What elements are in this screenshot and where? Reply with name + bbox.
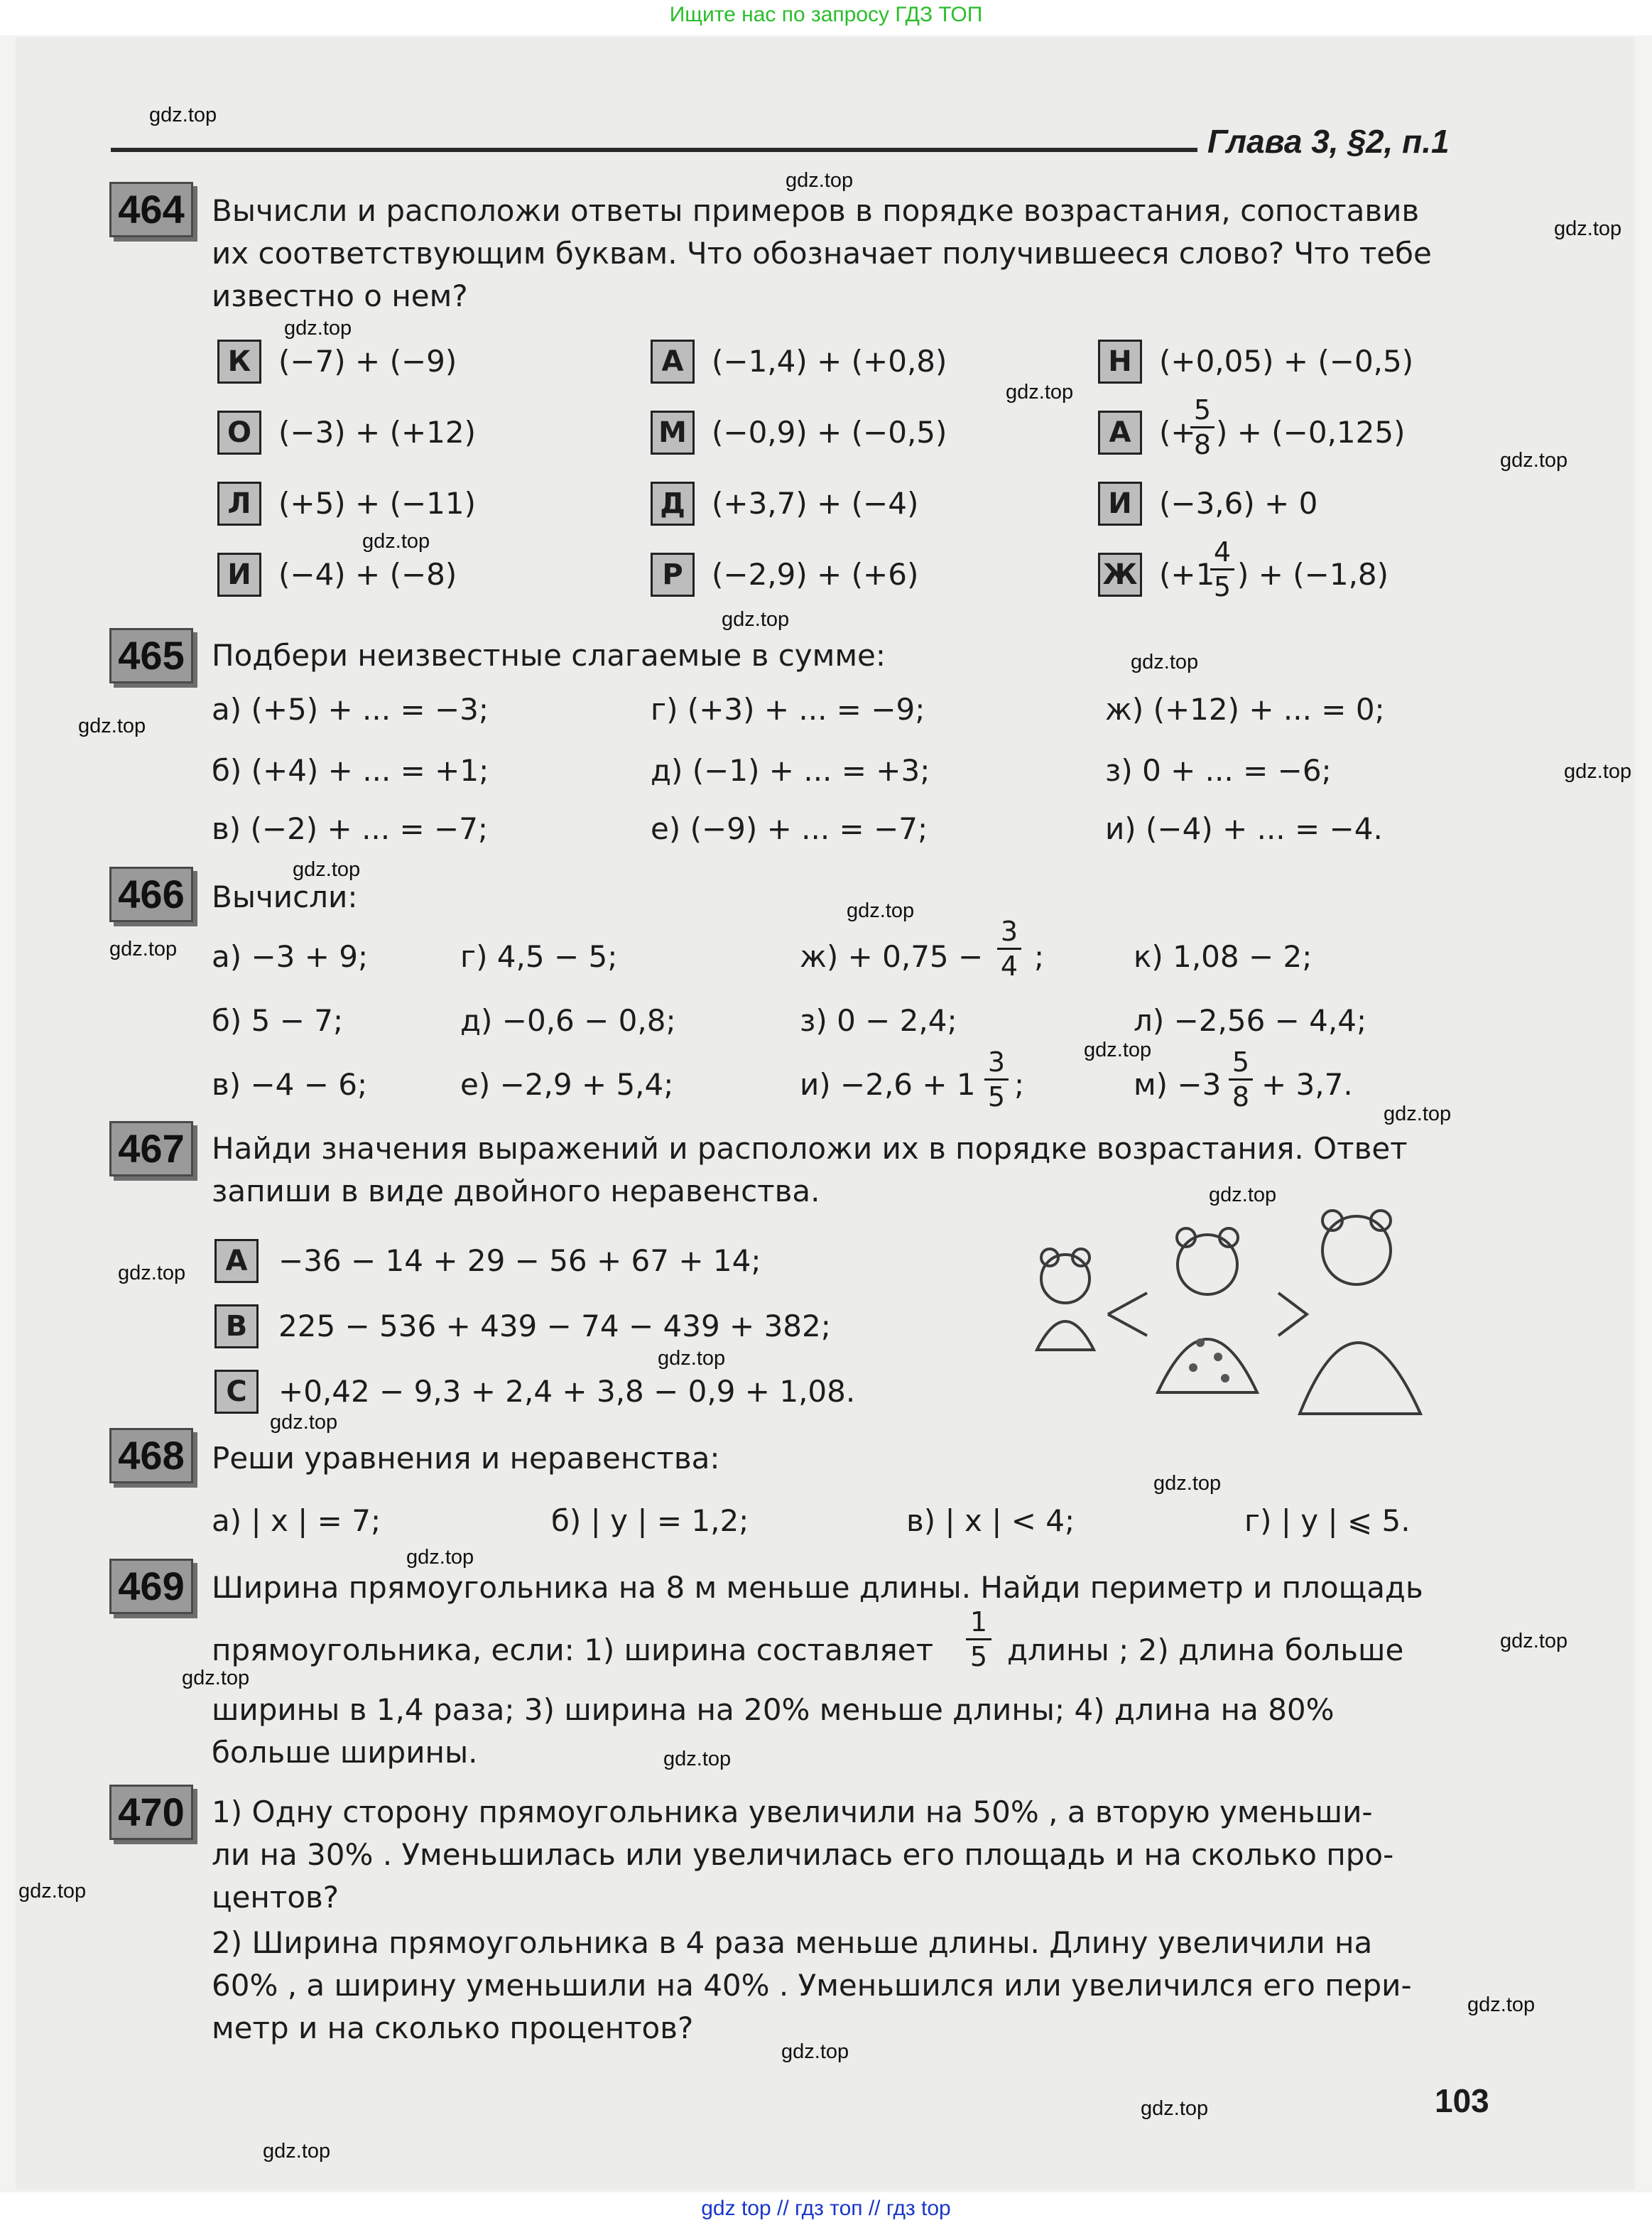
- watermark: gdz.top: [270, 1411, 338, 1434]
- letter-box: A: [214, 1239, 259, 1283]
- sub-item: ж) + 0,75 −: [800, 939, 984, 974]
- fraction: 3 5: [984, 1047, 1009, 1112]
- sub-item: ж) (+12) + ... = 0;: [1105, 692, 1385, 727]
- expression: (+0,05) + (−0,5): [1159, 344, 1414, 379]
- exercise-number: 464: [109, 182, 193, 237]
- watermark: gdz.top: [182, 1667, 250, 1689]
- top-search-link[interactable]: Ищите нас по запросу ГДЗ ТОП: [669, 3, 983, 26]
- watermark: gdz.top: [118, 1262, 186, 1284]
- expression: (+: [1159, 415, 1196, 450]
- exercise-text: больше ширины.: [212, 1735, 478, 1770]
- sub-item: л) −2,56 − 4,4;: [1134, 1003, 1367, 1038]
- letter-box: И: [1098, 482, 1142, 526]
- fraction: 3 4: [997, 916, 1021, 981]
- bottom-links[interactable]: gdz top // гдз топ // гдз top: [701, 2197, 951, 2220]
- exercise-text: их соответствующим буквам. Что обозначает получившееся слово? Что тебе: [212, 236, 1432, 271]
- exercise-text: длины ; 2) длина больше: [1007, 1633, 1404, 1667]
- exercise-text: 1) Одну сторону прямоугольника увеличили на 50% , а вторую уменьши-: [212, 1795, 1373, 1829]
- header-rule: [111, 148, 1197, 152]
- watermark: gdz.top: [406, 1546, 474, 1569]
- watermark: gdz.top: [1006, 381, 1074, 404]
- sub-item: г) 4,5 − 5;: [460, 939, 618, 974]
- exercise-text: ширины в 1,4 раза; 3) ширина на 20% меньше длины; 4) длина на 80%: [212, 1692, 1335, 1727]
- watermark: gdz.top: [1554, 217, 1622, 240]
- exercise-text: центов?: [212, 1880, 339, 1915]
- sub-item: ;: [1014, 1067, 1025, 1102]
- fraction: 1 5: [966, 1607, 991, 1672]
- letter-box: Р: [651, 553, 695, 597]
- expression: (−1,4) + (+0,8): [712, 344, 947, 379]
- expression: −36 − 14 + 29 − 56 + 67 + 14;: [278, 1243, 761, 1278]
- chapter-title: Глава 3, §2, п.1: [1207, 123, 1450, 160]
- expression: (−7) + (−9): [278, 344, 457, 379]
- watermark: gdz.top: [78, 715, 146, 737]
- sub-item: а) (+5) + ... = −3;: [212, 692, 489, 727]
- expression: ) + (−1,8): [1237, 557, 1389, 592]
- watermark: gdz.top: [18, 1880, 87, 1903]
- letter-box: О: [217, 411, 261, 455]
- watermark: gdz.top: [263, 2140, 331, 2163]
- sub-item: б) 5 − 7;: [212, 1003, 344, 1038]
- watermark: gdz.top: [1500, 449, 1568, 472]
- sub-item: к) 1,08 − 2;: [1134, 939, 1313, 974]
- letter-box: Ж: [1098, 553, 1142, 597]
- expression: ) + (−0,125): [1216, 415, 1406, 450]
- sub-item: б) (+4) + ... = +1;: [212, 753, 489, 788]
- watermark: gdz.top: [284, 317, 352, 340]
- sub-item: з) 0 + ... = −6;: [1105, 753, 1332, 788]
- watermark: gdz.top: [293, 858, 361, 881]
- exercise-text: Ширина прямоугольника на 8 м меньше длины. Найди периметр и площадь: [212, 1570, 1423, 1605]
- expression: (−3,6) + 0: [1159, 486, 1318, 521]
- exercise-text: Вычисли и расположи ответы примеров в порядке возрастания, сопоставив: [212, 193, 1420, 228]
- watermark: gdz.top: [1131, 651, 1199, 673]
- letter-box: И: [217, 553, 261, 597]
- watermark: gdz.top: [109, 938, 178, 960]
- sub-item: + 3,7.: [1261, 1067, 1353, 1102]
- watermark: gdz.top: [1467, 1993, 1536, 2016]
- letter-box: Д: [651, 482, 695, 526]
- letter-box: К: [217, 340, 261, 384]
- sub-item: в) (−2) + ... = −7;: [212, 811, 489, 846]
- sub-item: а) −3 + 9;: [212, 939, 369, 974]
- exercise-text: 60% , а ширину уменьшили на 40% . Уменьшился или увеличился его пери-: [212, 1968, 1412, 2003]
- bears-illustration: [1023, 1208, 1449, 1421]
- exercise-text: Подбери неизвестные слагаемые в сумме:: [212, 638, 886, 673]
- sub-item: б) | y | = 1,2;: [551, 1503, 749, 1538]
- watermark: gdz.top: [658, 1347, 726, 1370]
- watermark: gdz.top: [1564, 760, 1632, 783]
- watermark: gdz.top: [722, 608, 790, 631]
- sub-item: и) (−4) + ... = −4.: [1105, 811, 1383, 846]
- exercise-text: известно о нем?: [212, 278, 468, 313]
- page-number: 103: [1435, 2082, 1489, 2119]
- sub-item: е) −2,9 + 5,4;: [460, 1067, 674, 1102]
- expression: (+5) + (−11): [278, 486, 476, 521]
- fraction: 5 8: [1190, 395, 1214, 460]
- exercise-text: Вычисли:: [212, 880, 358, 914]
- expression: (−4) + (−8): [278, 557, 457, 592]
- sub-item: г) | y | ⩽ 5.: [1244, 1503, 1411, 1538]
- watermark: gdz.top: [149, 104, 217, 126]
- watermark: gdz.top: [663, 1748, 732, 1770]
- exercise-number: 466: [109, 867, 193, 922]
- exercise-number: 468: [109, 1428, 193, 1483]
- sub-item: а) | x | = 7;: [212, 1503, 381, 1538]
- letter-box: Н: [1098, 340, 1142, 384]
- watermark: gdz.top: [786, 169, 854, 192]
- sub-item: е) (−9) + ... = −7;: [651, 811, 928, 846]
- letter-box: B: [214, 1304, 259, 1348]
- expression: (+1: [1159, 557, 1215, 592]
- watermark: gdz.top: [362, 530, 430, 553]
- watermark: gdz.top: [1500, 1630, 1568, 1652]
- fraction: 5 8: [1229, 1047, 1253, 1112]
- fraction: 4 5: [1210, 537, 1234, 602]
- watermark: gdz.top: [1384, 1103, 1452, 1125]
- letter-box: А: [651, 340, 695, 384]
- expression: (+3,7) + (−4): [712, 486, 919, 521]
- exercise-text: Реши уравнения и неравенства:: [212, 1441, 720, 1476]
- exercise-number: 467: [109, 1121, 193, 1176]
- watermark: gdz.top: [1209, 1184, 1277, 1206]
- exercise-text: метр и на сколько процентов?: [212, 2011, 694, 2045]
- watermark: gdz.top: [1153, 1472, 1222, 1495]
- exercise-text: 2) Ширина прямоугольника в 4 раза меньше длины. Длину увеличили на: [212, 1925, 1373, 1960]
- expression: +0,42 − 9,3 + 2,4 + 3,8 − 0,9 + 1,08.: [278, 1374, 856, 1409]
- letter-box: Л: [217, 482, 261, 526]
- letter-box: М: [651, 411, 695, 455]
- sub-item: д) −0,6 − 0,8;: [460, 1003, 676, 1038]
- exercise-text: Найди значения выражений и расположи их в порядке возрастания. Ответ: [212, 1131, 1408, 1166]
- letter-box: C: [214, 1370, 259, 1414]
- expression: (−0,9) + (−0,5): [712, 415, 947, 450]
- sub-item: г) (+3) + ... = −9;: [651, 692, 925, 727]
- watermark: gdz.top: [781, 2040, 849, 2063]
- sub-item: и) −2,6 + 1: [800, 1067, 976, 1102]
- exercise-text: ли на 30% . Уменьшилась или увеличилась его площадь и на сколько про-: [212, 1837, 1394, 1872]
- expression: (−2,9) + (+6): [712, 557, 919, 592]
- exercise-number: 469: [109, 1559, 193, 1614]
- expression: 225 − 536 + 439 − 74 − 439 + 382;: [278, 1309, 831, 1343]
- sub-item: м) −3: [1134, 1067, 1222, 1102]
- sub-item: в) | x | < 4;: [906, 1503, 1075, 1538]
- exercise-text: прямоугольника, если: 1) ширина составляет: [212, 1633, 934, 1667]
- exercise-text: запиши в виде двойного неравенства.: [212, 1174, 820, 1208]
- sub-item: в) −4 − 6;: [212, 1067, 368, 1102]
- sub-item: з) 0 − 2,4;: [800, 1003, 957, 1038]
- exercise-number: 465: [109, 628, 193, 683]
- sub-item: д) (−1) + ... = +3;: [651, 753, 930, 788]
- sub-item: ;: [1034, 939, 1045, 974]
- expression: (−3) + (+12): [278, 415, 476, 450]
- letter-box: А: [1098, 411, 1142, 455]
- watermark: gdz.top: [847, 899, 915, 922]
- watermark: gdz.top: [1141, 2097, 1209, 2120]
- watermark: gdz.top: [1084, 1039, 1152, 1061]
- exercise-number: 470: [109, 1785, 193, 1840]
